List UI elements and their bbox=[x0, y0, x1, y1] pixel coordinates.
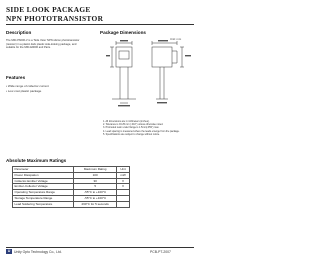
ratings-col-unit: Unit bbox=[117, 167, 130, 173]
ratings-col-parameter: Parameter bbox=[13, 167, 74, 173]
side-view-body bbox=[152, 47, 172, 67]
package-drawing bbox=[98, 37, 194, 121]
package-note-1: 1. All dimensions are in millimeters (inches). bbox=[103, 120, 150, 123]
package-note-5: 5. Specifications are subject to change without notice. bbox=[103, 132, 160, 136]
package-notes bbox=[103, 120, 193, 136]
features-list bbox=[6, 84, 96, 94]
title-line-1: SIDE LOOK PACKAGE bbox=[6, 5, 91, 14]
feature-item-2: • Low cost plastic package bbox=[6, 89, 42, 93]
table-row bbox=[13, 201, 130, 207]
front-view-lens bbox=[119, 51, 129, 59]
title-rule bbox=[6, 24, 194, 25]
ratings-cell bbox=[117, 201, 130, 207]
ratings-cell: Collector-Emitter Voltage bbox=[13, 178, 74, 184]
ratings-cell: V bbox=[117, 178, 130, 184]
package-unit: Unit: mm bbox=[170, 37, 182, 41]
ratings-cell: Emitter-Collector Voltage bbox=[13, 184, 74, 190]
package-note-3: 3. Protruded resin under flange is 1.5mm(.059") max. bbox=[103, 126, 160, 130]
ratings-cell: Storage Temperature Range bbox=[13, 195, 74, 201]
ratings-cell: 30 bbox=[74, 178, 117, 184]
ratings-col-maximum: Maximum Rating bbox=[74, 167, 117, 173]
ratings-table bbox=[12, 166, 130, 208]
ratings-cell: 5 bbox=[74, 184, 117, 190]
ratings-cell: V bbox=[117, 184, 130, 190]
document-number: PCB-PT-2007 bbox=[150, 250, 171, 254]
package-dimension-drawing bbox=[98, 37, 194, 121]
ratings-cell: Power Dissipation bbox=[13, 172, 74, 178]
feature-item-1: • Wide range of collector current bbox=[6, 84, 49, 88]
company-name: Unity Opto Technology Co., Ltd. bbox=[14, 250, 62, 254]
feature-item-1-text: Wide range of collector current bbox=[7, 84, 49, 88]
ratings-cell: -55°C to +100°C bbox=[74, 190, 117, 196]
ratings-cell: 100 bbox=[74, 172, 117, 178]
ratings-cell: Lead Soldering Temperature bbox=[13, 201, 74, 207]
company-logo: U bbox=[7, 249, 11, 253]
description-text: The MID-P6006-V is a 'Side View' NPN silicon phototransistor (resistor) in a plastic dark plastic side-looking package, and suitable for the MID-E9006 and Pairs. bbox=[6, 39, 80, 50]
front-view-body bbox=[116, 47, 132, 67]
feature-item-2-text: Low cost plastic package bbox=[7, 89, 42, 93]
package-heading: Package Dimensions bbox=[100, 30, 146, 35]
ratings-cell: -55°C to +100°C bbox=[74, 195, 117, 201]
description-heading: Description bbox=[6, 30, 32, 35]
title-line-2: NPN PHOTOTRANSISTOR bbox=[6, 14, 104, 23]
features-heading: Features bbox=[6, 75, 26, 80]
ratings-heading: Absolute Maximum Ratings bbox=[6, 158, 67, 163]
ratings-cell: Operating Temperature Range bbox=[13, 190, 74, 196]
footer-rule bbox=[6, 247, 194, 248]
package-note-4: 4. Lead spacing is measured where the leads emerge from the package. bbox=[103, 129, 180, 133]
side-view-lens bbox=[172, 51, 177, 63]
ratings-cell: mW bbox=[117, 172, 130, 178]
ratings-cell: 260°C for 5 seconds bbox=[74, 201, 117, 207]
package-note-2: 2. Tolerance is ±0.25 mm (.010") unless otherwise noted. bbox=[103, 123, 164, 127]
